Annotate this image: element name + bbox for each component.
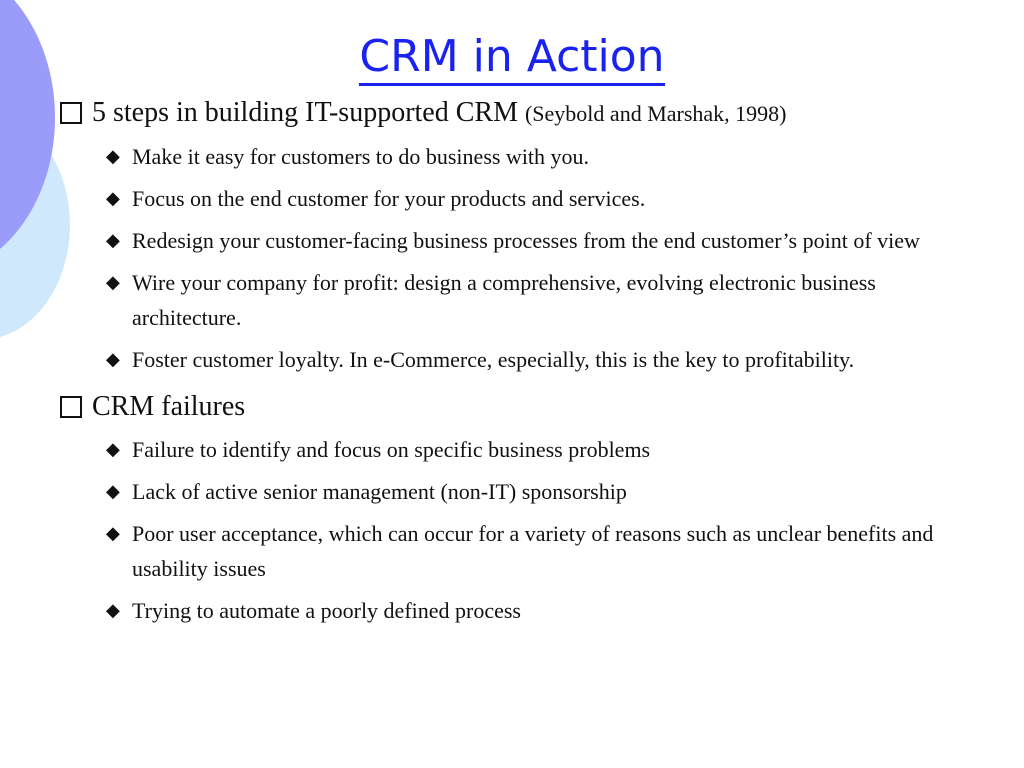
list-item: ◆ Lack of active senior management (non-IT) sponsorship	[106, 474, 980, 509]
diamond-bullet-icon: ◆	[106, 146, 120, 167]
citation: (Seybold and Marshak, 1998)	[524, 101, 787, 126]
list-item: ◆ Failure to identify and focus on specific business problems	[106, 432, 980, 467]
diamond-bullet-icon: ◆	[106, 600, 120, 621]
square-bullet-icon	[60, 396, 82, 418]
list-item: ◆ Wire your company for profit: design a comprehensive, evolving electronic business architecture.	[106, 265, 980, 335]
square-bullet-icon	[60, 102, 82, 124]
diamond-bullet-icon: ◆	[106, 481, 120, 502]
list-item: ◆ Focus on the end customer for your products and services.	[106, 181, 980, 216]
diamond-bullet-icon: ◆	[106, 523, 120, 544]
diamond-bullet-icon: ◆	[106, 272, 120, 293]
slide-content	[60, 96, 980, 635]
list-item: ◆ Make it easy for customers to do business with you.	[106, 139, 980, 174]
diamond-bullet-icon: ◆	[106, 349, 120, 370]
slide-title: CRM in Action	[0, 30, 1024, 84]
diamond-bullet-icon: ◆	[106, 188, 120, 209]
section-heading-steps	[60, 96, 980, 131]
list-item: ◆ Trying to automate a poorly defined process	[106, 593, 980, 628]
section-heading-failures	[60, 390, 980, 424]
section-heading-text: 5 steps in building IT-supported CRM	[92, 97, 518, 128]
list-item: ◆ Poor user acceptance, which can occur for a variety of reasons such as unclear benefits and usability issues	[106, 516, 980, 586]
diamond-bullet-icon: ◆	[106, 230, 120, 251]
list-item: ◆ Foster customer loyalty. In e-Commerce, especially, this is the key to profitability.	[106, 342, 980, 377]
section-heading-text: CRM failures	[92, 391, 246, 422]
list-item: ◆ Redesign your customer-facing business processes from the end customer’s point of view	[106, 223, 980, 258]
diamond-bullet-icon: ◆	[106, 439, 120, 460]
